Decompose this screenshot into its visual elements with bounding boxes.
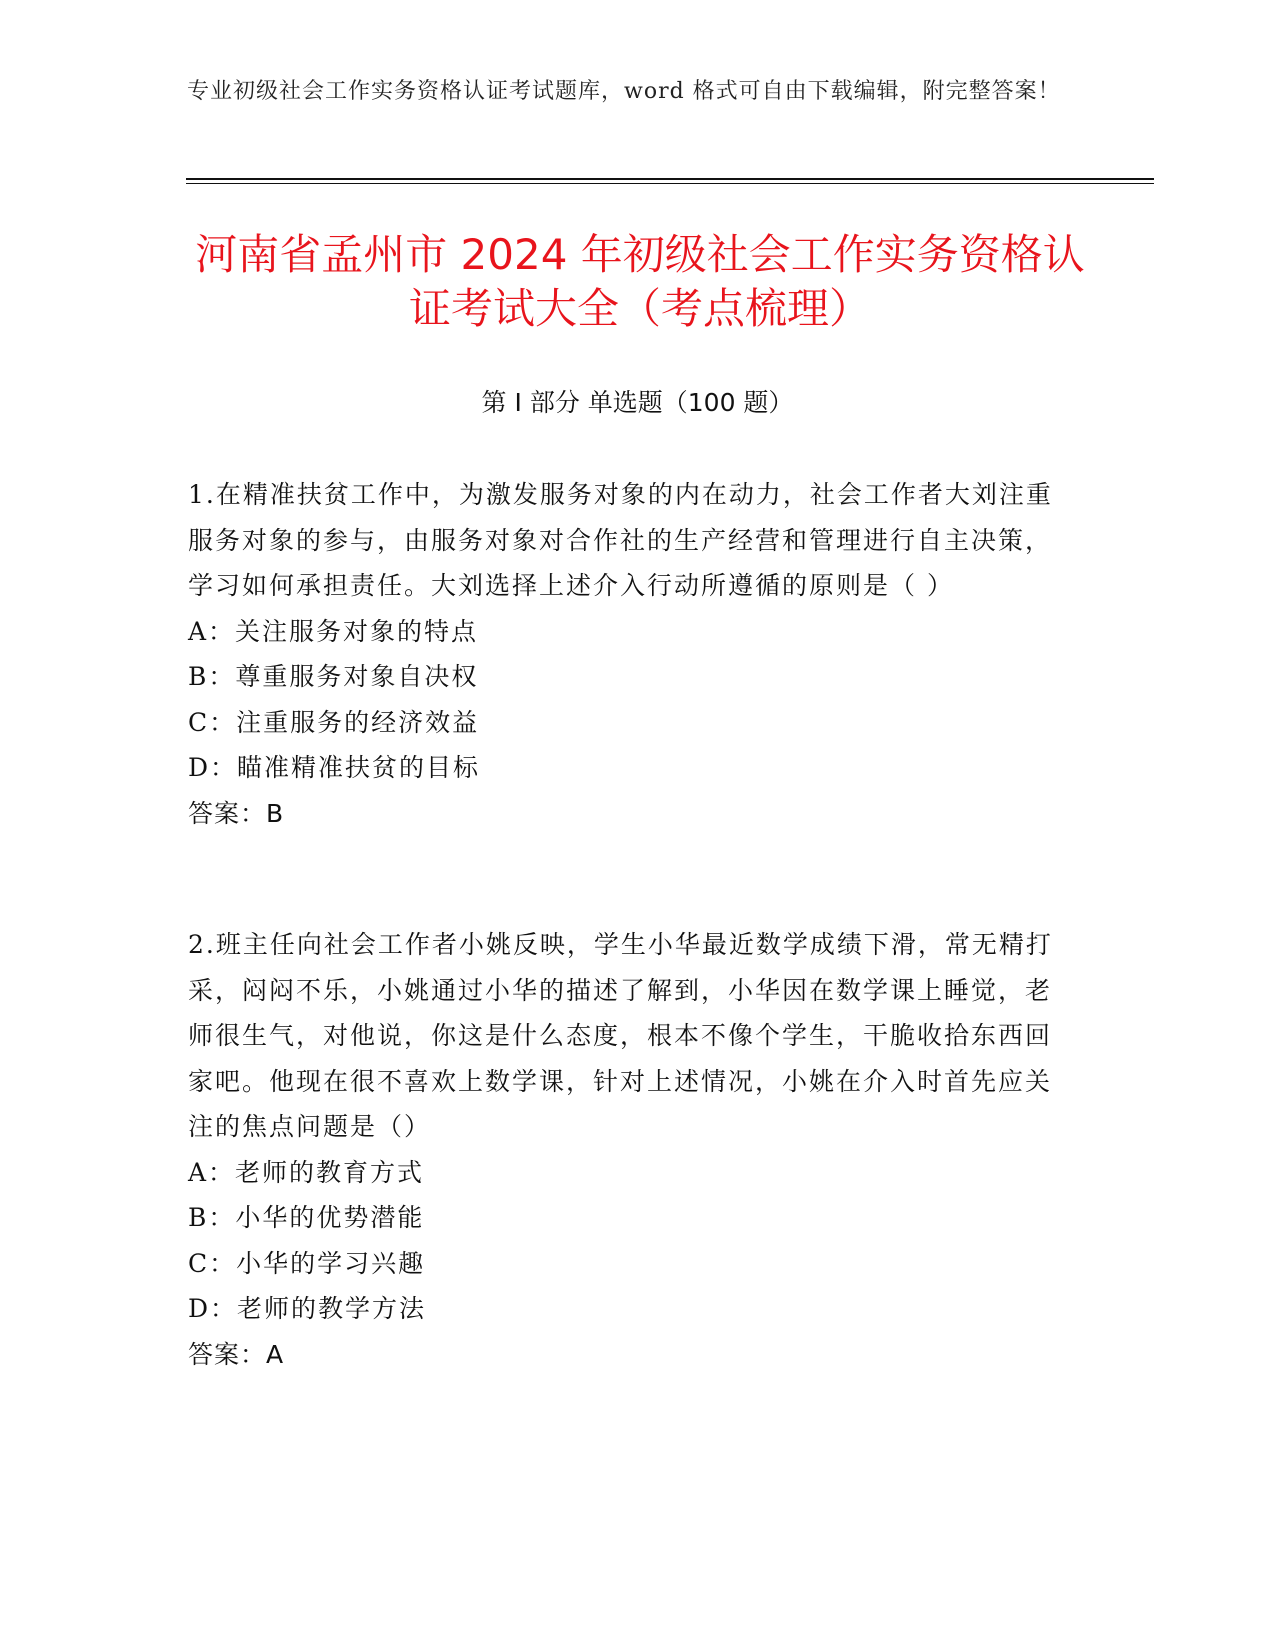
question-stem: 2.班主任向社会工作者小姚反映，学生小华最近数学成绩下滑，常无精打采，闷闷不乐，小姚通过小华的描述了解到，小华因在数学课上睡觉，老师很生气，对他说，你这是什么态度，根本不像个学生，干脆收拾东西回家吧。他现在很不喜欢上数学课，针对上述情况，小姚在介入时首先应关注的焦点问题是（） [188, 930, 1053, 1141]
option-b: B：尊重服务对象自决权 [188, 662, 479, 691]
header-divider-thin [186, 183, 1154, 184]
question-1 [188, 472, 1068, 836]
question-2 [188, 922, 1068, 1377]
option-a: A：老师的教育方式 [188, 1157, 425, 1187]
header-divider-thick [186, 178, 1154, 180]
option-a: A：关注服务对象的特点 [188, 616, 479, 646]
header-note: 专业初级社会工作实务资格认证考试题库，word 格式可自由下载编辑，附完整答案！ [187, 79, 1061, 104]
option-c: C：小华的学习兴趣 [188, 1248, 426, 1278]
option-d: D：老师的教学方法 [188, 1294, 427, 1323]
option-c: C：注重服务的经济效益 [188, 707, 480, 737]
answer: 答案：A [188, 1339, 285, 1369]
question-stem: 1.在精准扶贫工作中，为激发服务对象的内在动力，社会工作者大刘注重服务对象的参与，由服务对象对合作社的生产经营和管理进行自主决策，学习如何承担责任。大刘选择上述介入行动所遵循的原则是（ ） [188, 480, 1053, 600]
option-d: D：瞄准精准扶贫的目标 [188, 753, 481, 782]
document-title: 河南省孟州市 2024 年初级社会工作实务资格认证考试大全（考点梳理） [195, 230, 1085, 333]
section-heading: 第 I 部分 单选题（100 题） [481, 388, 794, 417]
answer: 答案：B [188, 798, 285, 828]
option-b: B：小华的优势潜能 [188, 1203, 425, 1232]
